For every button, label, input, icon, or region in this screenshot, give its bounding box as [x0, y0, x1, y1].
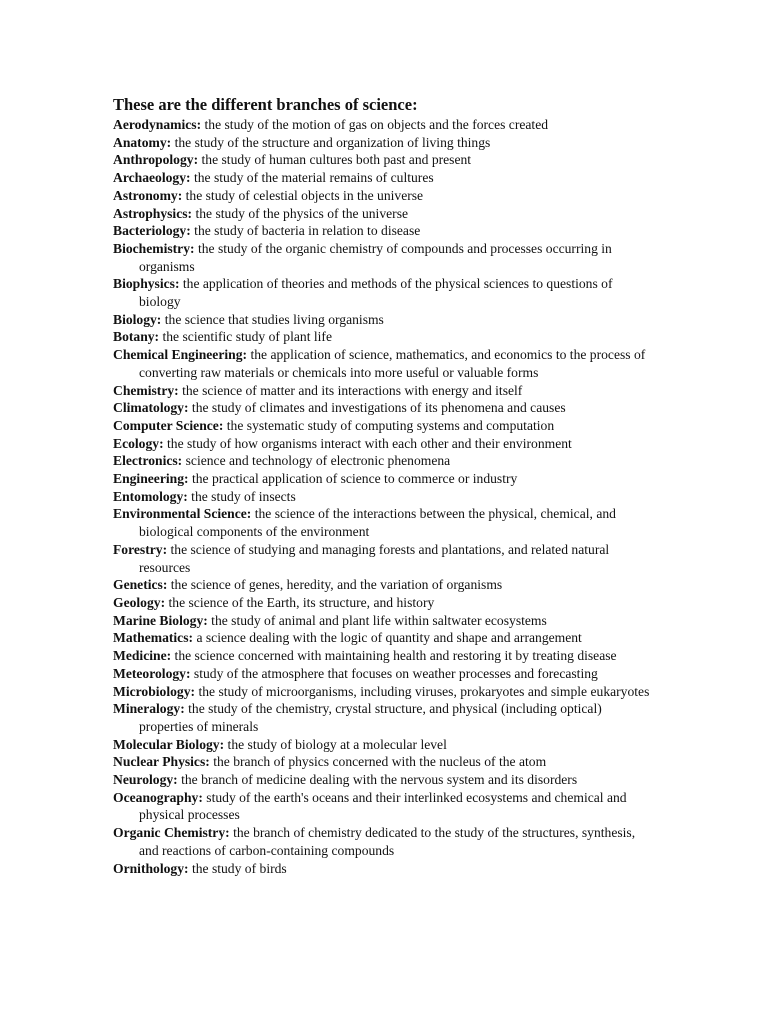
entry-term: Electronics:: [113, 453, 183, 469]
entry-term: Microbiology:: [113, 683, 196, 699]
list-item: [113, 594, 653, 612]
list-item: [113, 311, 653, 329]
entry-term: Botany:: [113, 329, 160, 345]
list-item: [113, 665, 653, 683]
list-item: [113, 435, 653, 453]
entry-term: Ecology:: [113, 435, 164, 451]
entry-term: Genetics:: [113, 577, 168, 593]
list-item: [113, 452, 653, 470]
entry-definition: the study of birds: [191, 860, 287, 876]
list-item: [113, 576, 653, 594]
entry-definition: the study of bacteria in relation to disease: [194, 223, 421, 239]
entry-term: Oceanography:: [113, 789, 203, 805]
list-item: [113, 629, 653, 647]
list-item: [113, 541, 653, 576]
entry-definition: the branch of physics concerned with the nucleus of the atom: [213, 754, 547, 770]
entry-term: Environmental Science:: [113, 506, 252, 522]
entry-term: Biophysics:: [113, 276, 180, 292]
entry-definition: the study of the structure and organization of living things: [174, 134, 491, 150]
list-item: [113, 647, 653, 665]
list-item: [113, 753, 653, 771]
list-item: [113, 399, 653, 417]
entry-definition: the study of the motion of gas on objects and the forces created: [204, 117, 549, 132]
entry-definition: a science dealing with the logic of quantity and shape and arrangement: [196, 630, 582, 646]
list-item: [113, 116, 653, 134]
entry-definition: the study of the material remains of cultures: [193, 170, 434, 186]
entry-term: Anatomy:: [113, 134, 172, 150]
entry-definition: the science of the interactions between the physical, chemical, and biological components of the environment: [139, 506, 616, 540]
list-item: [113, 700, 653, 735]
list-item: [113, 417, 653, 435]
entry-definition: the study of climates and investigations of its phenomena and causes: [191, 400, 566, 416]
entry-term: Bacteriology:: [113, 223, 191, 239]
entry-definition: the branch of medicine dealing with the nervous system and its disorders: [181, 772, 578, 788]
entry-definition: the study of animal and plant life within saltwater ecosystems: [211, 612, 547, 628]
entry-definition: the study of human cultures both past and present: [201, 152, 472, 168]
list-item: [113, 612, 653, 630]
entry-term: Anthropology:: [113, 152, 199, 168]
entry-definition: the science of genes, heredity, and the variation of organisms: [170, 577, 503, 593]
entry-term: Medicine:: [113, 648, 172, 664]
entry-term: Engineering:: [113, 471, 189, 487]
entry-definition: the science of matter and its interactions with energy and itself: [182, 382, 523, 398]
list-item: [113, 470, 653, 488]
entry-term: Climatology:: [113, 400, 189, 416]
entry-term: Organic Chemistry:: [113, 825, 230, 841]
entry-term: Chemistry:: [113, 382, 179, 398]
entry-term: Mineralogy:: [113, 701, 185, 717]
entry-term: Chemical Engineering:: [113, 347, 248, 363]
list-item: [113, 505, 653, 540]
entry-definition: the systematic study of computing systems and computation: [226, 417, 555, 433]
entry-definition: the study of the organic chemistry of compounds and processes occurring in organisms: [139, 240, 612, 274]
entry-definition: the science that studies living organisms: [164, 311, 384, 327]
entry-term: Biochemistry:: [113, 240, 195, 256]
entry-term: Mathematics:: [113, 630, 194, 646]
list-item: [113, 860, 653, 878]
entry-term: Astrophysics:: [113, 205, 193, 221]
entry-term: Meteorology:: [113, 665, 191, 681]
entry-term: Biology:: [113, 311, 162, 327]
entry-term: Marine Biology:: [113, 612, 208, 628]
entry-definition: the science of the Earth, its structure, and history: [168, 594, 435, 610]
list-item: [113, 683, 653, 701]
document-page: [113, 94, 653, 877]
list-item: [113, 789, 653, 824]
list-item: [113, 169, 653, 187]
entry-definition: the study of the chemistry, crystal structure, and physical (including optical) properties of minerals: [139, 701, 602, 734]
entry-term: Aerodynamics:: [113, 117, 202, 132]
entry-definition: the scientific study of plant life: [162, 329, 332, 345]
entry-definition: the study of insects: [191, 488, 296, 504]
entry-definition: the science concerned with maintaining health and restoring it by treating disease: [174, 648, 617, 664]
entry-definition: the study of biology at a molecular level: [227, 736, 447, 752]
entry-definition: the practical application of science to commerce or industry: [191, 471, 518, 487]
entry-term: Computer Science:: [113, 417, 224, 433]
entry-definition: science and technology of electronic phenomena: [185, 453, 451, 469]
document-title: These are the different branches of science:: [113, 95, 418, 114]
entry-definition: the study of celestial objects in the universe: [185, 187, 424, 203]
entry-definition: the application of theories and methods of the physical sciences to questions of biology: [139, 276, 613, 310]
entry-definition: the application of science, mathematics, and economics to the process of converting raw materials or chemicals into more useful or valuable forms: [139, 347, 646, 380]
entry-term: Nuclear Physics:: [113, 754, 210, 770]
list-item: [113, 736, 653, 754]
entry-term: Geology:: [113, 594, 166, 610]
list-item: [113, 151, 653, 169]
list-item: [113, 240, 653, 275]
entry-term: Molecular Biology:: [113, 736, 225, 752]
entry-term: Forestry:: [113, 541, 168, 557]
entry-definition: the branch of chemistry dedicated to the study of the structures, synthesis, and reactions of carbon-containing compounds: [139, 825, 636, 858]
list-item: [113, 222, 653, 240]
list-item: [113, 205, 653, 223]
entry-definition: the study of how organisms interact with each other and their environment: [167, 435, 572, 451]
entry-definition: the study of the physics of the universe: [195, 205, 409, 221]
entry-definition: the study of microorganisms, including viruses, prokaryotes and simple eukaryotes: [198, 683, 650, 699]
list-item: [113, 382, 653, 400]
list-item: [113, 275, 653, 310]
list-item: [113, 824, 653, 859]
list-item: [113, 187, 653, 205]
list-item: [113, 134, 653, 152]
entry-definition: study of the earth's oceans and their interlinked ecosystems and chemical and physical processes: [139, 789, 627, 823]
entry-definition: the science of studying and managing forests and plantations, and related natural resources: [139, 541, 610, 575]
list-item: [113, 328, 653, 346]
list-item: [113, 346, 653, 381]
entry-term: Neurology:: [113, 772, 178, 788]
list-item: [113, 771, 653, 789]
entry-term: Astronomy:: [113, 187, 183, 203]
entry-term: Ornithology:: [113, 860, 189, 876]
list-item: [113, 488, 653, 506]
entry-term: Archaeology:: [113, 170, 191, 186]
entry-definition: study of the atmosphere that focuses on weather processes and forecasting: [193, 665, 598, 681]
branch-list: [113, 116, 653, 877]
entry-term: Entomology:: [113, 488, 188, 504]
